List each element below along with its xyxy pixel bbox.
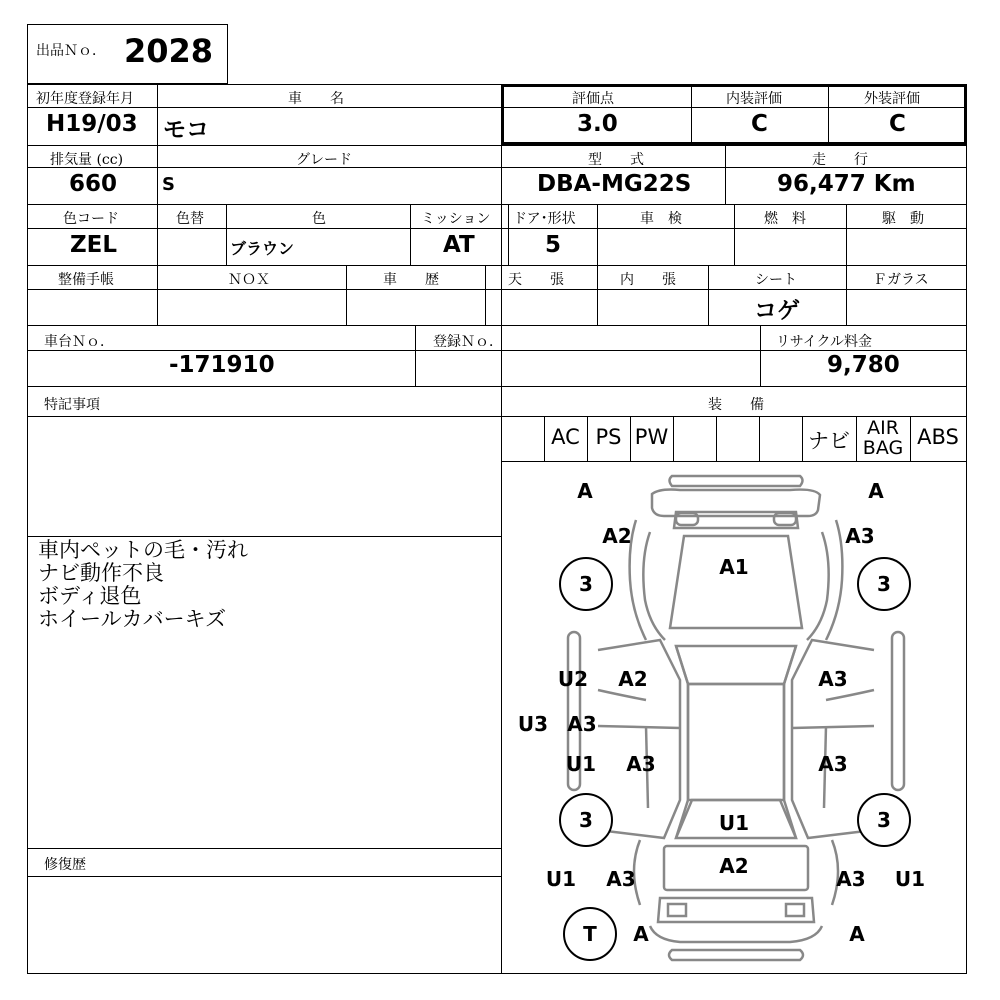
damage-mark: A: [868, 479, 884, 503]
label-car-name: 車 名: [288, 91, 344, 107]
value-exterior-grade: C: [889, 111, 906, 137]
label-chassis-number: 車台Ｎｏ．: [44, 334, 114, 350]
damage-mark: A3: [836, 867, 866, 891]
label-grade: グレード: [296, 152, 352, 168]
label-fuel: 燃 料: [764, 211, 806, 227]
equip-ac: AC: [551, 425, 580, 449]
label-drive: 駆 動: [882, 211, 924, 227]
damage-mark: A1: [719, 555, 749, 579]
value-recycle-fee: 9,780: [827, 352, 900, 378]
damage-mark: A3: [567, 712, 597, 736]
label-seat: シート: [755, 272, 797, 288]
label-front-glass: Ｆガラス: [873, 272, 929, 288]
label-repaint: 色替: [176, 211, 204, 227]
damage-mark: U1: [718, 811, 750, 835]
damage-mark: A2: [719, 854, 749, 878]
value-color-code: ZEL: [70, 232, 118, 258]
equip-airbag: AIR BAG: [862, 417, 904, 459]
label-score: 評価点: [572, 91, 614, 107]
label-interior-trim: 内 張: [620, 272, 676, 288]
equip-pw: PW: [634, 425, 669, 449]
remarks-lines: [38, 539, 248, 631]
spare-tire: T: [563, 907, 617, 961]
tire-rear-left: 3: [559, 793, 613, 847]
label-maintenance-book: 整備手帳: [58, 272, 114, 288]
damage-mark: U1: [894, 867, 926, 891]
value-car-name: モコ: [163, 117, 209, 143]
damage-mark: A3: [606, 867, 636, 891]
label-mileage: 走 行: [812, 152, 868, 168]
label-color: 色: [312, 211, 326, 227]
damage-mark: A2: [618, 667, 648, 691]
value-first-registration: H19/03: [46, 111, 138, 137]
damage-mark: A3: [845, 524, 875, 548]
lot-number: 2028: [124, 32, 214, 70]
label-model: 型 式: [588, 152, 644, 168]
label-nox: ＮＯＸ: [228, 272, 270, 288]
damage-mark: A3: [626, 752, 656, 776]
damage-mark: U1: [565, 752, 597, 776]
value-displacement: 660: [69, 171, 118, 197]
remark-line: ボディ退色: [38, 584, 142, 608]
label-exterior-grade: 外装評価: [864, 91, 920, 107]
value-seat: コゲ: [754, 298, 800, 324]
damage-mark: A3: [818, 667, 848, 691]
tire-front-left: 3: [559, 557, 613, 611]
equip-abs: ABS: [917, 425, 959, 449]
remark-line: ナビ動作不良: [38, 561, 164, 585]
lot-label: 出品Ｎｏ．: [36, 43, 106, 59]
label-registration-number: 登録Ｎｏ．: [433, 334, 503, 350]
label-inspection: 車 検: [640, 211, 682, 227]
value-chassis-number: -171910: [169, 352, 275, 378]
value-mileage: 96,477 Km: [777, 171, 916, 197]
remark-line: ホイールカバーキズ: [38, 607, 227, 631]
label-first-registration: 初年度登録年月: [36, 91, 134, 107]
value-color: ブラウン: [230, 239, 295, 258]
label-remarks: 特記事項: [44, 397, 100, 413]
label-repair-history: 修復歴: [44, 857, 86, 873]
remark-line: 車内ペットの毛・汚れ: [38, 538, 248, 562]
tire-front-right: 3: [857, 557, 911, 611]
label-doors: ドア･形状: [513, 211, 576, 227]
label-interior-grade: 内装評価: [726, 91, 782, 107]
value-interior-grade: C: [751, 111, 768, 137]
damage-mark: U1: [545, 867, 577, 891]
label-roof-lining: 天 張: [508, 272, 564, 288]
value-mission: AT: [443, 232, 475, 258]
damage-mark: A3: [818, 752, 848, 776]
label-equipment: 装 備: [708, 397, 764, 413]
value-score: 3.0: [577, 111, 618, 137]
damage-mark: U2: [557, 667, 589, 691]
damage-mark: A: [577, 479, 593, 503]
label-recycle-fee: リサイクル料金: [776, 334, 873, 350]
damage-mark: U3: [517, 712, 549, 736]
label-mission: ミッション: [421, 211, 491, 227]
damage-mark: A: [633, 922, 649, 946]
label-color-code: 色コード: [63, 211, 119, 227]
equip-ps: PS: [595, 425, 622, 449]
value-grade: S: [162, 174, 175, 195]
damage-mark: A: [849, 922, 865, 946]
equip-navi: ナビ: [808, 429, 850, 453]
label-displacement: 排気量 (cc): [50, 152, 124, 168]
label-history: 車 歴: [383, 272, 439, 288]
tire-rear-right: 3: [857, 793, 911, 847]
damage-mark: A2: [602, 524, 632, 548]
value-model: DBA-MG22S: [537, 171, 692, 197]
value-doors: 5: [545, 232, 562, 258]
